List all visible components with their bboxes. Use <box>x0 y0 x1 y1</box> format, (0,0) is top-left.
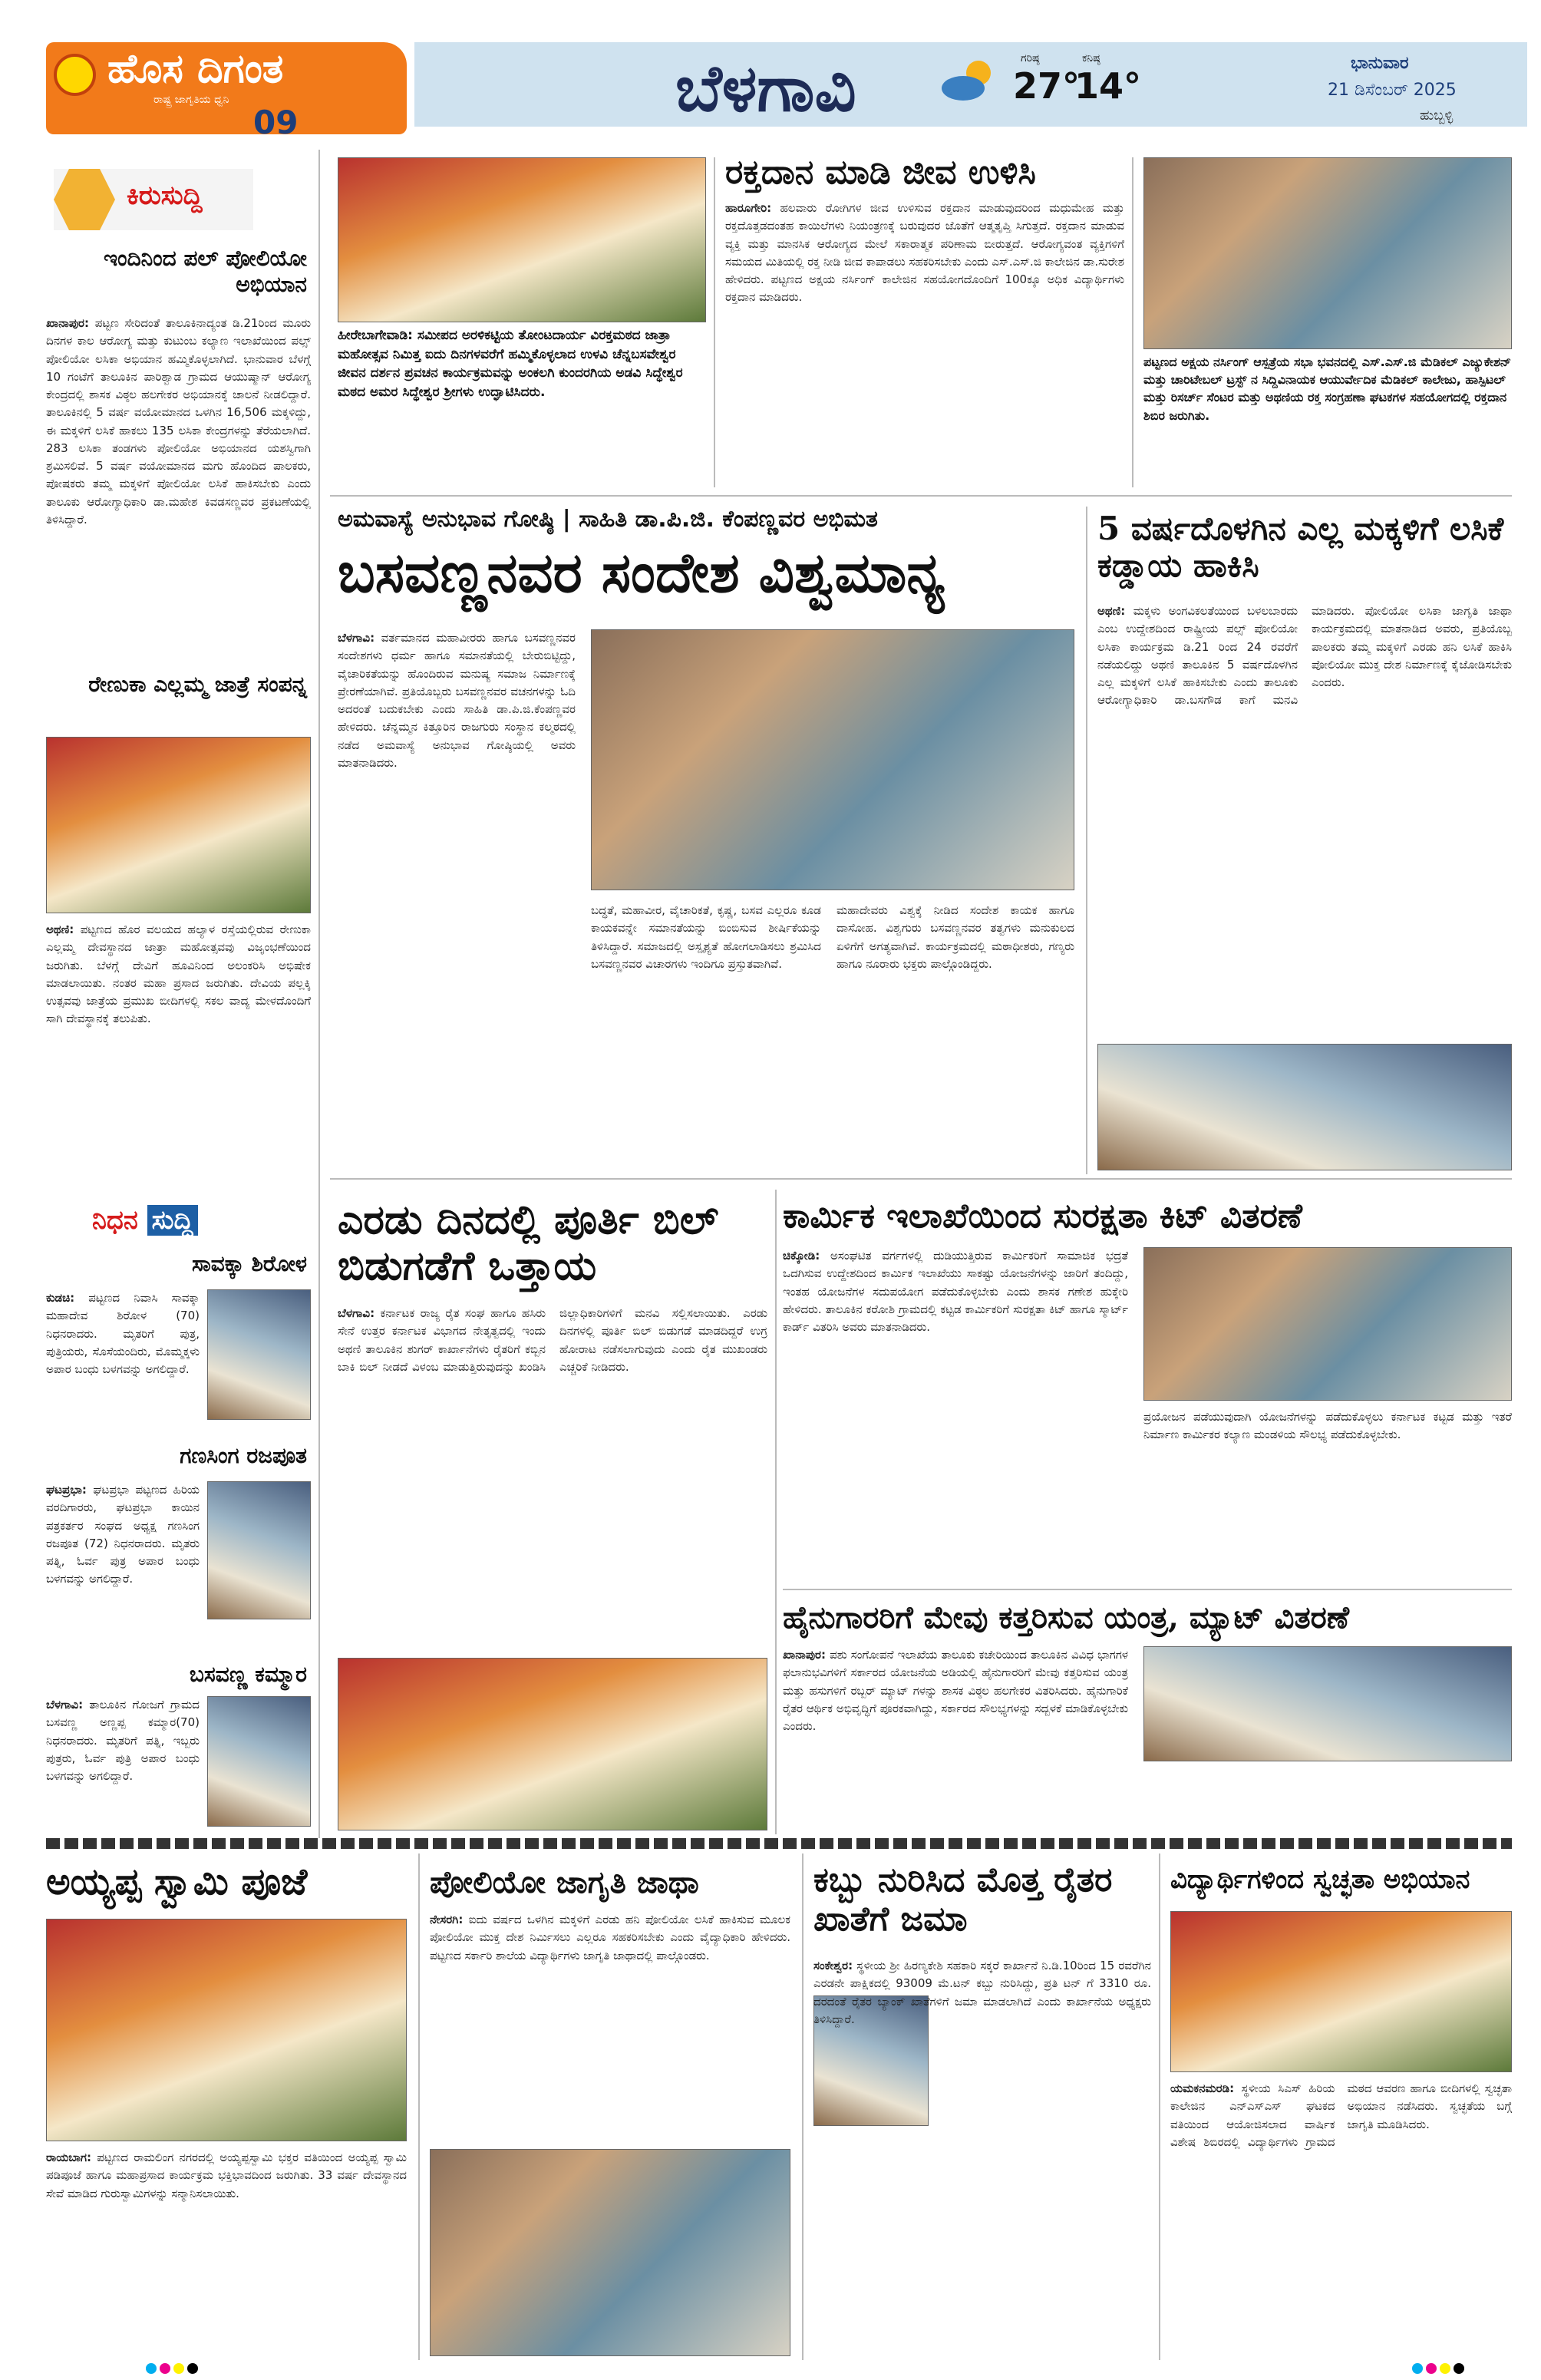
news-word: ಸುದ್ದಿ <box>147 1205 198 1236</box>
chaff-cutter-photo <box>1143 1646 1512 1761</box>
logo-icon <box>54 54 96 96</box>
cane-article <box>813 1957 1151 2356</box>
basava-kicker: ಅಮವಾಸ್ಯೆ ಅನುಭಾವ ಗೋಷ್ಠಿ | ಸಾಹಿತಿ ಡಾ.ಪಿ.ಜಿ. ಕೆಂಪಣ್ಣವರ ಅಭಿಮತ <box>338 506 878 533</box>
farmers-protest-photo <box>338 1658 767 1830</box>
cleanliness-article <box>1170 2080 1512 2356</box>
dateline: ಖಾನಾಪುರ: <box>46 316 89 330</box>
dateline: ಬೆಳಗಾವಿ: <box>338 1306 375 1320</box>
column-divider <box>1132 157 1133 487</box>
dateline: ಕುಡಚಿ: <box>46 1291 75 1305</box>
article-body: ಪಟ್ಟಣದ ರಾಮಲಿಂಗ ನಗರದಲ್ಲಿ ಅಯ್ಯಪ್ಪಸ್ವಾಮಿ ಭಕ್ತರ ವತಿಯಿಂದ ಅಯ್ಯಪ್ಪ ಸ್ವಾಮಿ ಪಡಿಪೂಜೆ ಹಾಗೂ ಮಹಾಪ್ರಸಾದ ಕಾರ್ಯಕ್ರಮ ಭಕ್ತಿಭಾವದಿಂದ ಜರುಗಿತು. 33 ವರ್ಷ ದೇವಸ್ಥಾನದ ಸೇವೆ ಮಾಡಿದ ಗುರುಸ್ವಾಮಿಗಳನ್ನು ಸನ್ಮಾನಿಸಲಾಯಿತು. <box>46 2151 407 2200</box>
row-divider <box>330 1178 1512 1180</box>
polio-launch-photo <box>1097 1044 1512 1170</box>
basava-col3: ಮಹಾದೇವರು ವಿಶ್ವಕ್ಕೆ ನೀಡಿದ ಸಂದೇಶ ಕಾಯಕ ಹಾಗೂ ದಾಸೋಹ. ವಿಶ್ವಗುರು ಬಸವಣ್ಣನವರ ತತ್ವಗಳು ಮನುಕುಲದ ಏಳಿಗೆಗೆ ಅಗತ್ಯವಾಗಿವೆ. ಕಾರ್ಯಕ್ರಮದಲ್ಲಿ ಮಠಾಧೀಶರು, ಗಣ್ಯರು ಹಾಗೂ ನೂರಾರು ಭಕ್ತರು ಪಾಲ್ಗೊಂಡಿದ್ದರು. <box>836 903 1074 971</box>
obituary-name: ಬಸವಣ್ಣ ಕಮ್ಮಾರ <box>189 1662 307 1687</box>
column-divider <box>775 1190 777 1834</box>
obituary-name: ಸಾವಕ್ಕಾ ಶಿರೋಳ <box>191 1251 307 1276</box>
ayyappa-article <box>46 2149 407 2356</box>
photo-caption: ಪಟ್ಟಣದ ಅಕ್ಷಯ ನರ್ಸಿಂಗ್ ಆಸ್ಪತ್ರೆಯ ಸಭಾ ಭವನದಲ್ಲಿ ಎಸ್.ಎಸ್.ಜಿ ಮೆಡಿಕಲ್ ಎಜ್ಯುಕೇಶನ್ ಮತ್ತು ಚಾರಿಟೇಬಲ್ ಟ್ರಸ್ಟ್ ನ ಸಿದ್ದಿವಿನಾಯಕ ಆಯುರ್ವೇದಿಕ ಮೆಡಿಕಲ್ ಕಾಲೇಜು, ಹಾಸ್ಪಿಟಲ್ ಮತ್ತು ರಿಸರ್ಚ್ ಸೆಂಟರ ಮತ್ತು ಅಥಣಿಯ ರಕ್ತ ಸಂಗ್ರಹಣಾ ಘಟಕಗಳ ಸಹಯೋಗದಲ್ಲಿ ರಕ್ತದಾನ ಶಿಬಿರ ಜರುಗಿತು. <box>1143 355 1511 423</box>
temp-max: 27° <box>1013 65 1081 107</box>
dateline: ಅಥಣಿ: <box>1097 604 1126 618</box>
sidebar-article <box>46 315 311 652</box>
temp-min-label: ಕನಿಷ್ಠ <box>1082 52 1100 64</box>
portrait-photo <box>207 1289 311 1420</box>
column-divider <box>1159 1853 1160 2360</box>
article-body: ತಾಲೂಕಿನ ಗೋಜಗೆ ಗ್ರಾಮದ ಬಸವಣ್ಣ ಅಣ್ಣಪ್ಪ ಕಮ್ಮಾರ(70) ನಿಧನರಾದರು. ಮೃತರಿಗೆ ಪತ್ನಿ, ಇಬ್ಬರು ಪುತ್ರರು, ಓರ್ವ ಪುತ್ರಿ ಅಪಾರ ಬಂಧು ಬಳಗವನ್ನು ಅಗಲಿದ್ದಾರೆ. <box>46 1698 200 1783</box>
safety-kit-photo <box>1143 1247 1512 1401</box>
basava-col1 <box>338 629 576 1167</box>
basava-headline: ಬಸವಣ್ಣನವರ ಸಂದೇಶ ವಿಶ್ವಮಾನ್ಯ <box>338 540 945 605</box>
kit-caption: ಪ್ರಯೋಜನ ಪಡೆಯುವುದಾಗಿ ಯೋಜನೆಗಳನ್ನು ಪಡೆದುಕೊಳ್ಳಲು ಕರ್ನಾಟಕ ಕಟ್ಟಡ ಮತ್ತು ಇತರೆ ನಿರ್ಮಾಣ ಕಾರ್ಮಿಕರ ಕಲ್ಯಾಣ ಮಂಡಳಿಯ ಸೌಲಭ್ಯ ಪಡೆದುಕೊಳ್ಳಬೇಕು. <box>1143 1410 1512 1442</box>
portrait-photo <box>207 1481 311 1619</box>
column-divider <box>714 157 715 487</box>
row-divider <box>330 495 1512 497</box>
article-body: ಹಲವಾರು ರೋಗಿಗಳ ಜೀವ ಉಳಿಸುವ ರಕ್ತದಾನ ಮಾಡುವುದರಿಂದ ಮಧುಮೇಹ ಮತ್ತು ರಕ್ತದೊತ್ತಡದಂತಹ ಕಾಯಿಲೆಗಳು ನಿಯಂತ್ರಣಕ್ಕೆ ಬರುವುದರ ಜೊತೆಗೆ ಆತ್ಮತೃಪ್ತಿ ಸಿಗುತ್ತದೆ. ರಕ್ತದಾನ ಮಾಡುವ ವ್ಯಕ್ತಿ ಮತ್ತು ಮಾನಸಿಕ ಆರೋಗ್ಯದ ಮೇಲೆ ಸಕಾರಾತ್ಮಕ ಪರಿಣಾಮ ಬೀರುತ್ತದೆ. ಆರೋಗ್ಯವಂತ ವ್ಯಕ್ತಿಗಳಿಗೆ ಸಮಯದ ಮಿತಿಯಲ್ಲಿ ರಕ್ತ ನೀಡಿ ಜೀವ ಕಾಪಾಡಲು ಸಹಕರಿಸಬೇಕು ಎಂದು ಎಸ್.ಎಸ್.ಜಿ ಕಾಲೇಜಿನ ಡಾ.ಸುರೇಶ ಹೇಳಿದರು. ಪಟ್ಟಣದ ಅಕ್ಷಯ ನರ್ಸಿಂಗ್ ಕಾಲೇಜಿನ ಸಹಯೋಗದೊಂದಿಗೆ 100ಕ್ಕೂ ಅಧಿಕ ವಿದ್ಯಾರ್ಥಿಗಳು ರಕ್ತದಾನ ಮಾಡಿದರು. <box>725 201 1124 305</box>
bill-article <box>338 1305 767 1650</box>
dateline: ಖಾನಾಪುರ: <box>783 1648 826 1662</box>
cleanliness-headline: ವಿದ್ಯಾರ್ಥಿಗಳಿಂದ ಸ್ವಚ್ಛತಾ ಅಭಿಯಾನ <box>1170 1864 1470 1895</box>
article-body: ಪಶು ಸಂಗೋಪನೆ ಇಲಾಖೆಯ ತಾಲೂಕು ಕಚೇರಿಯಿಂದ ತಾಲೂಕಿನ ವಿವಿಧ ಭಾಗಗಳ ಫಲಾನುಭವಿಗಳಿಗೆ ಸರ್ಕಾರದ ಯೋಜನೆಯ ಅಡಿಯಲ್ಲಿ ಹೈನುಗಾರರಿಗೆ ಮೇವು ಕತ್ತರಿಸುವ ಯಂತ್ರ ಮತ್ತು ಹಸುಗಳಿಗೆ ರಬ್ಬರ್ ಮ್ಯಾಟ್ ಗಳನ್ನು ಶಾಸಕ ವಿಠ್ಠಲ ಹಲಗೇಕರ ವಿತರಿಸಿದರು. ಹೈನುಗಾರಿಕೆ ರೈತರ ಆರ್ಥಿಕ ಅಭಿವೃದ್ಧಿಗೆ ಪೂರಕವಾಗಿದ್ದು, ಸರ್ಕಾರದ ಸೌಲಭ್ಯಗಳನ್ನು ಸದ್ಬಳಕೆ ಮಾಡಿಕೊಳ್ಳಬೇಕು ಎಂದರು. <box>783 1648 1128 1733</box>
bill-headline: ಎರಡು ದಿನದಲ್ಲಿ ಪೂರ್ತಿ ಬಿಲ್ ಬಿಡುಗಡೆಗೆ ಒತ್ತಾಯ <box>338 1197 719 1289</box>
obituary-name: ಗಣಸಿಂಗ ರಜಪೂತ <box>180 1443 307 1468</box>
article-body: ಮಕ್ಕಳು ಅಂಗವಿಕಲತೆಯಿಂದ ಬಳಲಬಾರದು ಎಂಬ ಉದ್ದೇಶದಿಂದ ರಾಷ್ಟ್ರೀಯ ಪಲ್ಸ್ ಪೋಲಿಯೋ ಲಸಿಕಾ ಕಾರ್ಯಕ್ರಮ ಡಿ.21 ರಿಂದ 24 ರವರೆಗೆ ನಡೆಯಲಿದ್ದು ಅಥಣಿ ತಾಲೂಕಿನ 5 ವರ್ಷದೊಳಗಿನ ಎಲ್ಲ ಮಕ್ಕಳಿಗೆ ಲಸಿಕೆ ಹಾಕಿಸಬೇಕು ಎಂದು ತಾಲೂಕು ಆರೋಗ್ಯಾಧಿಕಾರಿ ಡಾ.ಬಸಗೌಡ ಕಾಗೆ ಮನವಿ ಮಾಡಿದರು. ಪೋಲಿಯೋ ಲಸಿಕಾ ಜಾಗೃತಿ ಜಾಥಾ ಕಾರ್ಯಕ್ರಮದಲ್ಲಿ ಮಾತನಾಡಿದ ಅವರು, ಪ್ರತಿಯೊಬ್ಬ ಪಾಲಕರು ತಮ್ಮ ಮಕ್ಕಳಿಗೆ ಎರಡು ಹನಿ ಲಸಿಕೆ ಹಾಕಿಸಿ ಪೋಲಿಯೋ ಮುಕ್ತ ದೇಶ ನಿರ್ಮಾಣಕ್ಕೆ ಕೈಜೋಡಿಸಬೇಕು ಎಂದರು. <box>1097 604 1512 708</box>
obituary-text <box>46 1696 200 1830</box>
registration-marks <box>146 2362 201 2377</box>
awareness-walk-photo <box>430 2149 790 2356</box>
mutt-event-photo <box>338 157 706 322</box>
blood-donation-article <box>725 200 1124 487</box>
weather-icon <box>936 54 1005 107</box>
obituary-label <box>92 1205 198 1236</box>
kit-article <box>783 1247 1128 1585</box>
sidebar-headline: ರೇಣುಕಾ ಎಲ್ಲಮ್ಮ ಜಾತ್ರೆ ಸಂಪನ್ನ <box>88 672 307 697</box>
cane-headline: ಕಬ್ಬು ನುರಿಸಿದ ಮೊತ್ತ ರೈತರ ಖಾತೆಗೆ ಜಮಾ <box>813 1860 1113 1939</box>
article-body: ಕರ್ನಾಟಕ ರಾಜ್ಯ ರೈತ ಸಂಘ ಹಾಗೂ ಹಸಿರು ಸೇನೆ ಉತ್ತರ ಕರ್ನಾಟಕ ವಿಭಾಗದ ನೇತೃತ್ವದಲ್ಲಿ ಇಂದು ಅಥಣಿ ತಾಲೂಕಿನ ಶುಗರ್ ಕಾರ್ಖಾನೆಗಳು ರೈತರಿಗೆ ಕಬ್ಬಿನ ಬಾಕಿ ಬಿಲ್ ನೀಡದೆ ವಿಳಂಬ ಮಾಡುತ್ತಿರುವುದನ್ನು ಖಂಡಿಸಿ ಜಿಲ್ಲಾಧಿಕಾರಿಗಳಿಗೆ ಮನವಿ ಸಲ್ಲಿಸಲಾಯಿತು. ಎರಡು ದಿನಗಳಲ್ಲಿ ಪೂರ್ತಿ ಬಿಲ್ ಬಿಡುಗಡೆ ಮಾಡದಿದ್ದರೆ ಉಗ್ರ ಹೋರಾಟ ನಡೆಸಲಾಗುವುದು ಎಂದು ರೈತ ಮುಖಂಡರು ಎಚ್ಚರಿಕೆ ನೀಡಿದರು. <box>338 1306 767 1374</box>
sidebar-article <box>46 921 311 1193</box>
edition-title: ಬೆಳಗಾವಿ <box>675 50 856 126</box>
obituary-text <box>46 1481 200 1658</box>
temp-max-label: ಗರಿಷ್ಠ <box>1021 52 1040 64</box>
dateline: ಬೆಳಗಾವಿ: <box>338 631 375 645</box>
page-number: 09 <box>253 104 299 141</box>
row-divider <box>783 1589 1512 1590</box>
column-divider <box>802 1853 803 2360</box>
date-label: 21 ಡಿಸೆಂಬರ್ 2025 <box>1328 81 1457 100</box>
registration-marks <box>1412 2362 1467 2377</box>
temple-fair-photo <box>46 737 311 913</box>
kit-headline: ಕಾರ್ಮಿಕ ಇಲಾಖೆಯಿಂದ ಸುರಕ್ಷತಾ ಕಿಟ್ ವಿತರಣೆ <box>783 1197 1302 1236</box>
obituary-word: ನಿಧನ <box>92 1205 138 1236</box>
article-body: ಐದು ವರ್ಷದ ಒಳಗಿನ ಮಕ್ಕಳಿಗೆ ಎರಡು ಹನಿ ಪೋಲಿಯೋ ಲಸಿಕೆ ಹಾಕಿಸುವ ಮೂಲಕ ಪೋಲಿಯೋ ಮುಕ್ತ ದೇಶ ನಿರ್ಮಿಸಲು ಎಲ್ಲರೂ ಸಹಕರಿಸಬೇಕು ಎಂದು ವೈದ್ಯಾಧಿಕಾರಿ ಹೇಳಿದರು. ಪಟ್ಟಣದ ಸರ್ಕಾರಿ ಶಾಲೆಯ ವಿದ್ಯಾರ್ಥಿಗಳು ಜಾಗೃತಿ ಜಾಥಾದಲ್ಲಿ ಪಾಲ್ಗೊಂಡರು. <box>430 1913 790 1962</box>
column-divider <box>418 1853 420 2360</box>
article-body: ಅಸಂಘಟಿತ ವರ್ಗಗಳಲ್ಲಿ ದುಡಿಯುತ್ತಿರುವ ಕಾರ್ಮಿಕರಿಗೆ ಸಾಮಾಜಿಕ ಭದ್ರತೆ ಒದಗಿಸುವ ಉದ್ದೇಶದಿಂದ ಕಾರ್ಮಿಕ ಇಲಾಖೆಯು ಸಾಕಷ್ಟು ಯೋಜನೆಗಳನ್ನು ಜಾರಿಗೆ ತಂದಿದ್ದು, ಇಂತಹ ಯೋಜನೆಗಳ ಸದುಪಯೋಗ ಪಡೆದುಕೊಳ್ಳಬೇಕು ಎಂದು ಶಾಸಕ ಗಣೇಶ ಹುಕ್ಕೇರಿ ಹೇಳಿದರು. ತಾಲೂಕಿನ ಕರೋಶಿ ಗ್ರಾಮದಲ್ಲಿ ಕಟ್ಟಡ ಕಾರ್ಮಿಕರಿಗೆ ಸುರಕ್ಷತಾ ಕಿಟ್ ಹಾಗೂ ಸ್ಮಾರ್ಟ್ ಕಾರ್ಡ್ ವಿತರಿಸಿ ಅವರು ಮಾತನಾಡಿದರು. <box>783 1249 1128 1334</box>
kirusuddi-label: ಕಿರುಸುದ್ದಿ <box>127 180 203 211</box>
portrait-photo <box>207 1696 311 1827</box>
blood-camp-photo <box>1143 157 1512 349</box>
city-label: ಹುಬ್ಬಳ್ಳಿ <box>1420 107 1454 124</box>
dateline: ರಾಯಬಾಗ: <box>46 2151 91 2164</box>
basava-event-photo <box>591 629 1074 890</box>
dateline: ಹಾರೂಗೇರಿ: <box>725 201 772 215</box>
article-body: ವರ್ತಮಾನದ ಮಹಾವೀರರು ಹಾಗೂ ಬಸವಣ್ಣನವರ ಸಂದೇಶಗಳು ಧರ್ಮ ಹಾಗೂ ಸಮಾನತೆಯಲ್ಲಿ ಬೇರುಬಿಟ್ಟಿದ್ದು, ವೈಚಾರಿಕತೆಯನ್ನು ಹೊಂದಿರುವ ಮನುಷ್ಯ ಸಮಾಜ ನಿರ್ಮಾಣಕ್ಕೆ ಪ್ರೇರಣೆಯಾಗಿವೆ. ಪ್ರತಿಯೊಬ್ಬರು ಬಸವಣ್ಣನವರ ವಚನಗಳನ್ನು ಓದಿ ಅದರಂತೆ ಬದುಕಬೇಕು ಎಂದು ಸಾಹಿತಿ ಡಾ.ಪಿ.ಜಿ.ಕೆಂಪಣ್ಣವರ ಹೇಳಿದರು. ಚೆನ್ನಮ್ಮನ ಕಿತ್ತೂರಿನ ರಾಜಗುರು ಸಂಸ್ಥಾನ ಕಲ್ಮಠದಲ್ಲಿ ನಡೆದ ಅಮವಾಸ್ಯೆ ಅನುಭಾವ ಗೋಷ್ಠಿಯಲ್ಲಿ ಅವರು ಮಾತನಾಡಿದರು. <box>338 631 576 770</box>
dateline: ಚಿಕ್ಕೋಡಿ: <box>783 1249 820 1263</box>
article-body: ಘಟಪ್ರಭಾ ಪಟ್ಟಣದ ಹಿರಿಯ ವರದಿಗಾರರು, ಘಟಪ್ರಭಾ ಕಾಯಿನ ಪತ್ರಕರ್ತರ ಸಂಘದ ಅಧ್ಯಕ್ಷ ಗಣಸಿಂಗ ರಜಪೂತ (72) ನಿಧನರಾದರು. ಮೃತರು ಪತ್ನಿ, ಓರ್ವ ಪುತ್ರ ಅಪಾರ ಬಂಧು ಬಳಗವನ್ನು ಅಗಲಿದ್ದಾರೆ. <box>46 1483 200 1586</box>
ayyappa-headline: ಅಯ್ಯಪ್ಪ ಸ್ವಾಮಿ ಪೂಜೆ <box>46 1860 308 1903</box>
article-body: ಸ್ಥಳೀಯ ಸಿಎಸ್ ಹಿರಿಯ ಕಾಲೇಜಿನ ಎನ್ಎಸ್ಎಸ್ ಘಟಕದ ವತಿಯಿಂದ ಆಯೋಜಿಸಲಾದ ವಾರ್ಷಿಕ ವಿಶೇಷ ಶಿಬಿರದಲ್ಲಿ ವಿದ್ಯಾರ್ಥಿಗಳು ಗ್ರಾಮದ ಮಠದ ಆವರಣ ಹಾಗೂ ಬೀದಿಗಳಲ್ಲಿ ಸ್ವಚ್ಛತಾ ಅಭಿಯಾನ ನಡೆಸಿದರು. ಸ್ವಚ್ಛತೆಯ ಬಗ್ಗೆ ಜಾಗೃತಿ ಮೂಡಿಸಿದರು. <box>1170 2081 1512 2149</box>
cattle-headline: ಹೈನುಗಾರರಿಗೆ ಮೇವು ಕತ್ತರಿಸುವ ಯಂತ್ರ, ಮ್ಯಾಟ್ ವಿತರಣೆ <box>783 1599 1349 1636</box>
brand-tagline: ರಾಷ್ಟ್ರ ಜಾಗೃತಿಯ ಧ್ವನಿ <box>153 94 229 106</box>
dateline: ಅಥಣಿ: <box>46 923 74 936</box>
obituary-text <box>46 1289 200 1435</box>
polio-walk-headline: ಪೋಲಿಯೋ ಜಾಗೃತಿ ಜಾಥಾ <box>430 1864 699 1900</box>
section-divider <box>46 1838 1512 1849</box>
article-body: ಪಟ್ಟಣ ಸೇರಿದಂತೆ ತಾಲೂಕಿನಾದ್ಯಂತ ಡಿ.21ರಿಂದ ಮೂರು ದಿನಗಳ ಕಾಲ ಆರೋಗ್ಯ ಮತ್ತು ಕುಟುಂಬ ಕಲ್ಯಾಣ ಇಲಾಖೆಯಿಂದ ಪಲ್ಸ್ ಪೋಲಿಯೋ ಲಸಿಕಾ ಅಭಿಯಾನ ಹಮ್ಮಿಕೊಳ್ಳಲಾಗಿದೆ. ಭಾನುವಾರ ಬೆಳಗ್ಗೆ 10 ಗಂಟೆಗೆ ತಾಲೂಕಿನ ಪಾರಿಶ್ವಾಡ ಗ್ರಾಮದ ಆಯುಷ್ಮಾನ್ ಆರೋಗ್ಯ ಕೇಂದ್ರದಲ್ಲಿ ಶಾಸಕ ವಿಠ್ಠಲ ಹಲಗೇಕರ ಅಭಿಯಾನಕ್ಕೆ ಚಾಲನೆ ನೀಡಲಿದ್ದಾರೆ. ತಾಲೂಕಿನಲ್ಲಿ 5 ವರ್ಷ ವಯೋಮಾನದ ಒಳಗಿನ 16,506 ಮಕ್ಕಳಿದ್ದು, ಈ ಮಕ್ಕಳಿಗೆ ಲಸಿಕೆ ಹಾಕಲು 135 ಲಸಿಕಾ ಕೇಂದ್ರಗಳನ್ನು ತೆರೆಯಲಾಗಿದೆ. 283 ಲಸಿಕಾ ತಂಡಗಳು ಪೋಲಿಯೋ ಅಭಿಯಾನದ ಯಶಸ್ವಿಗಾಗಿ ಶ್ರಮಿಸಲಿವೆ. 5 ವರ್ಷ ವಯೋಮಾನದ ಮಗು ಹೊಂದಿದ ಪಾಲಕರು, ಪೋಷಕರು ತಮ್ಮ ಮಕ್ಕಳಿಗೆ ಪೋಲಿಯೋ ಲಸಿಕೆ ಹಾಕಿಸಬೇಕು ಎಂದು ತಾಲೂಕು ಆರೋಗ್ಯಾಧಿಕಾರಿ ಡಾ.ಮಹೇಶ ಕಿವಡಸಣ್ಣವರ ಪ್ರಕಟಣೆಯಲ್ಲಿ ತಿಳಿಸಿದ್ದಾರೆ. <box>46 316 311 527</box>
article-body: ಪಟ್ಟಣದ ನಿವಾಸಿ ಸಾವಕ್ಕಾ ಮಹಾದೇವ ಶಿರೋಳ (70) ನಿಧನರಾದರು. ಮೃತರಿಗೆ ಪುತ್ರ, ಪುತ್ರಿಯರು, ಸೊಸೆಯಂದಿರು, ಮೊಮ್ಮಕ್ಕಳು ಅಪಾರ ಬಂಧು ಬಳಗವನ್ನು ಅಗಲಿದ್ದಾರೆ. <box>46 1291 200 1376</box>
dateline: ನೇಸರಗಿ: <box>430 1913 464 1926</box>
photo-caption: ಹೀರೇಬಾಗೇವಾಡಿ: ಸಮೀಪದ ಅರಳಿಕಟ್ಟಿಯ ತೋಂಟದಾರ್ಯ ವಿರಕ್ತಮಠದ ಜಾತ್ರಾ ಮಹೋತ್ಸವ ನಿಮಿತ್ತ ಐದು ದಿನಗಳವರೆಗೆ ಹಮ್ಮಿಕೊಳ್ಳಲಾದ ಉಳವಿ ಚೆನ್ನಬಸವೇಶ್ವರ ಜೀವನ ದರ್ಶನ ಪ್ರವಚನ ಕಾರ್ಯಕ್ರಮವನ್ನು ಅಂಕಲಗಿ ಕುಂದರಗಿಯ ಅಡವಿ ಸಿದ್ಧೇಶ್ವರ ಮಠದ ಅಮರ ಸಿದ್ಧೇಶ್ವರ ಶ್ರೀಗಳು ಉದ್ಘಾಟಿಸಿದರು. <box>338 328 683 400</box>
article-body: ಪಟ್ಟಣದ ಹೊರ ವಲಯದ ಹಲ್ಯಾಳ ರಸ್ತೆಯಲ್ಲಿರುವ ರೇಣುಕಾ ಎಲ್ಲಮ್ಮ ದೇವಸ್ಥಾನದ ಜಾತ್ರಾ ಮಹೋತ್ಸವವು ವಿಜೃಂಭಣೆಯಿಂದ ಜರುಗಿತು. ಬೆಳಗ್ಗೆ ದೇವಿಗೆ ಹೂವಿನಿಂದ ಅಲಂಕರಿಸಿ ಅಭಿಷೇಕ ಮಾಡಲಾಯಿತು. ನಂತರ ಮಹಾ ಪ್ರಸಾದ ಜರುಗಿತು. ದೇವಿಯ ಪಲ್ಲಕ್ಕಿ ಉತ್ಸವವು ಜಾತ್ರೆಯ ಪ್ರಮುಖ ಬೀದಿಗಳಲ್ಲಿ ಸಕಲ ವಾದ್ಯ ಮೇಳದೊಂದಿಗೆ ಸಾಗಿ ದೇವಸ್ಥಾನಕ್ಕೆ ತಲುಪಿತು. <box>46 923 311 1026</box>
dateline: ಸಂಕೇಶ್ವರ: <box>813 1959 853 1972</box>
article-body: ಸ್ಥಳೀಯ ಶ್ರೀ ಹಿರಣ್ಯಕೇಶಿ ಸಹಕಾರಿ ಸಕ್ಕರೆ ಕಾರ್ಖಾನೆ ನಿ.ಡಿ.10ರಿಂದ 15 ರವರೆಗಿನ ಎರಡನೇ ಪಾಕ್ಷಿಕದಲ್ಲಿ 93009 ಮೆ.ಟನ್ ಕಬ್ಬು ನುರಿಸಿದ್ದು, ಪ್ರತಿ ಟನ್ ಗೆ 3310 ರೂ. ದರದಂತೆ ರೈತರ ಬ್ಯಾಂಕ್ ಖಾತೆಗಳಿಗೆ ಜಮಾ ಮಾಡಲಾಗಿದೆ ಎಂದು ಕಾರ್ಖಾನೆಯ ಅಧ್ಯಕ್ಷರು ತಿಳಿಸಿದ್ದಾರೆ. <box>813 1959 1151 2026</box>
brand-title: ಹೊಸ ದಿಗಂತ <box>107 46 284 92</box>
dateline: ಬೆಳಗಾವಿ: <box>46 1698 84 1712</box>
ayyappa-pooja-photo <box>46 1919 407 2141</box>
sidebar-headline: ಇಂದಿನಿಂದ ಪಲ್ ಪೋಲಿಯೋ ಅಭಿಯಾನ <box>103 246 307 297</box>
column-divider <box>1086 507 1087 1174</box>
temp-min: 14° <box>1074 65 1142 107</box>
cattle-article <box>783 1646 1128 1830</box>
polio-headline: 5 ವರ್ಷದೊಳಗಿನ ಎಲ್ಲ ಮಕ್ಕಳಿಗೆ ಲಸಿಕೆ ಕಡ್ಡಾಯ ಹಾಕಿಸಿ <box>1097 510 1504 585</box>
basava-col2: ಬದ್ಧತೆ, ಮಹಾವೀರ, ವೈಚಾರಿಕತೆ, ಕೃಷ್ಣ, ಬಸವ ಎಲ್ಲರೂ ಕೂಡ ಕಾಯಕವನ್ನೇ ಸಮಾನತೆಯನ್ನು ಬಿಂಬಿಸುವ ಶೀರ್ಷಿಕೆಯನ್ನು ತಿಳಿಸಿದ್ದಾರೆ. ಸಮಾಜದಲ್ಲಿ ಅಸ್ಪೃಶ್ಯತೆ ಹೋಗಲಾಡಿಸಲು ಶ್ರಮಿಸಿದ ಬಸವಣ್ಣನವರ ವಿಚಾರಗಳು ಇಂದಿಗೂ ಪ್ರಸ್ತುತವಾಗಿವೆ. <box>591 903 821 971</box>
dateline: ಘಟಪ್ರಭಾ: <box>46 1483 87 1497</box>
column-divider <box>318 150 320 1838</box>
cleanliness-photo <box>1170 1911 1512 2072</box>
day-label: ಭಾನುವಾರ <box>1351 54 1409 73</box>
dateline: ಯಮಕನಮರಡಿ: <box>1170 2081 1235 2095</box>
polio-walk-article <box>430 1911 790 2141</box>
polio-article <box>1097 602 1512 1036</box>
blood-donation-headline: ರಕ್ತದಾನ ಮಾಡಿ ಜೀವ ಉಳಿಸಿ <box>725 153 1036 192</box>
